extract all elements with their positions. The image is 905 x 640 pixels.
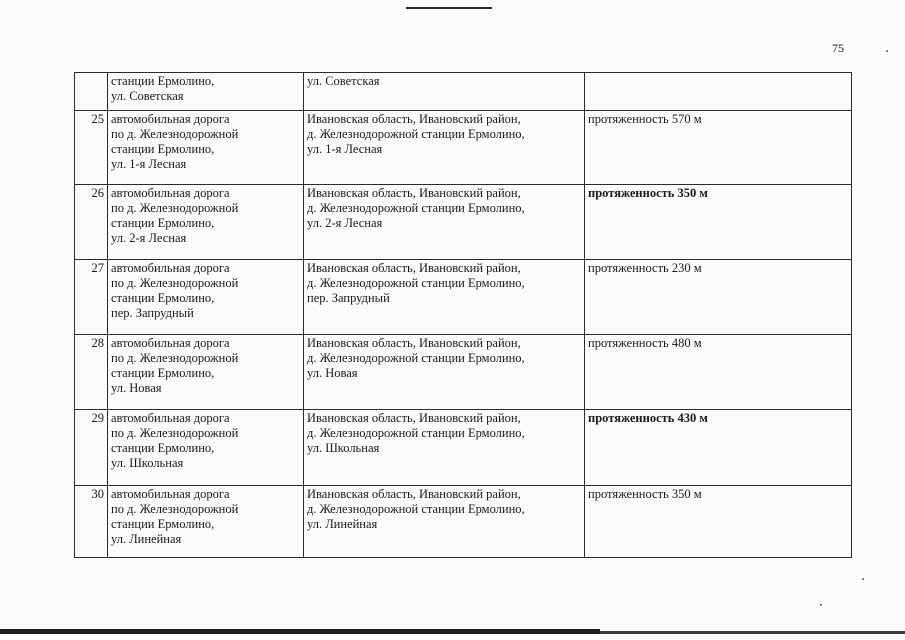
road-name-line: ул. Школьная — [111, 456, 184, 470]
table-row — [75, 486, 852, 558]
scan-edge-bar — [600, 631, 905, 634]
road-name-line: автомобильная дорога — [111, 336, 230, 350]
address-line: пер. Запрудный — [307, 291, 390, 305]
roads-table — [74, 72, 852, 558]
road-name-line: по д. Железнодорожной — [111, 502, 239, 516]
address-line: ул. Школьная — [307, 441, 380, 455]
page-number: 75 — [832, 41, 844, 55]
address-cell — [304, 486, 585, 558]
road-name-line: станции Ермолино, — [111, 216, 215, 230]
road-name-line: автомобильная дорога — [111, 186, 230, 200]
address-line: ул. Новая — [307, 366, 358, 380]
road-name-line: по д. Железнодорожной — [111, 426, 239, 440]
road-name-line: ул. Советская — [111, 89, 184, 103]
row-number: 27 — [75, 260, 108, 335]
road-name-line: ул. Новая — [111, 381, 162, 395]
address-cell — [304, 410, 585, 486]
road-name-line: пер. Запрудный — [111, 306, 194, 320]
address-line: ул. Линейная — [307, 517, 378, 531]
row-number — [75, 73, 108, 111]
road-name-line: по д. Железнодорожной — [111, 276, 239, 290]
road-name-cell — [108, 73, 304, 111]
characteristic-cell: протяженность 480 м — [585, 335, 852, 410]
address-line: Ивановская область, Ивановский район, — [307, 487, 521, 501]
address-line: ул. 1-я Лесная — [307, 142, 383, 156]
characteristic-cell — [585, 73, 852, 111]
road-name-line: станции Ермолино, — [111, 291, 215, 305]
characteristic-cell: протяженность 430 м — [585, 410, 852, 486]
road-name-line: по д. Железнодорожной — [111, 201, 239, 215]
characteristic-cell: протяженность 230 м — [585, 260, 852, 335]
address-cell — [304, 335, 585, 410]
table-row — [75, 260, 852, 335]
road-name-cell — [108, 260, 304, 335]
address-line: ул. Советская — [307, 74, 380, 88]
road-name-cell — [108, 410, 304, 486]
address-line: Ивановская область, Ивановский район, — [307, 261, 521, 275]
characteristic-cell: протяженность 350 м — [585, 486, 852, 558]
characteristic-cell: протяженность 350 м — [585, 185, 852, 260]
road-name-cell — [108, 185, 304, 260]
road-name-line: станции Ермолино, — [111, 142, 215, 156]
address-line: д. Железнодорожной станции Ермолино, — [307, 276, 525, 290]
characteristic-cell: протяженность 570 м — [585, 111, 852, 185]
row-number: 30 — [75, 486, 108, 558]
road-name-line: станции Ермолино, — [111, 441, 215, 455]
road-name-line: станции Ермолино, — [111, 74, 215, 88]
address-line: д. Железнодорожной станции Ермолино, — [307, 201, 525, 215]
address-line: д. Железнодорожной станции Ермолино, — [307, 502, 525, 516]
address-line: Ивановская область, Ивановский район, — [307, 112, 521, 126]
road-name-line: станции Ермолино, — [111, 366, 215, 380]
road-name-cell — [108, 111, 304, 185]
scan-speck — [862, 578, 864, 580]
address-cell — [304, 73, 585, 111]
row-number: 25 — [75, 111, 108, 185]
table-row — [75, 111, 852, 185]
address-line: д. Железнодорожной станции Ермолино, — [307, 127, 525, 141]
row-number: 28 — [75, 335, 108, 410]
address-line: Ивановская область, Ивановский район, — [307, 336, 521, 350]
scan-edge-bar — [0, 629, 600, 634]
row-number: 29 — [75, 410, 108, 486]
road-name-line: ул. 1-я Лесная — [111, 157, 187, 171]
road-name-line: автомобильная дорога — [111, 112, 230, 126]
road-name-line: станции Ермолино, — [111, 517, 215, 531]
address-cell — [304, 185, 585, 260]
scan-speck — [886, 50, 888, 52]
row-number: 26 — [75, 185, 108, 260]
road-name-line: автомобильная дорога — [111, 487, 230, 501]
table-row — [75, 73, 852, 111]
table-row — [75, 410, 852, 486]
scan-speck — [820, 604, 822, 606]
address-cell — [304, 111, 585, 185]
road-name-line: ул. 2-я Лесная — [111, 231, 187, 245]
road-name-cell — [108, 486, 304, 558]
road-name-cell — [108, 335, 304, 410]
road-name-line: по д. Железнодорожной — [111, 127, 239, 141]
table-row — [75, 335, 852, 410]
address-cell — [304, 260, 585, 335]
table-row — [75, 185, 852, 260]
road-name-line: автомобильная дорога — [111, 261, 230, 275]
header-rule — [406, 7, 492, 9]
road-name-line: автомобильная дорога — [111, 411, 230, 425]
road-name-line: по д. Железнодорожной — [111, 351, 239, 365]
address-line: ул. 2-я Лесная — [307, 216, 383, 230]
address-line: Ивановская область, Ивановский район, — [307, 186, 521, 200]
address-line: д. Железнодорожной станции Ермолино, — [307, 351, 525, 365]
address-line: Ивановская область, Ивановский район, — [307, 411, 521, 425]
road-name-line: ул. Линейная — [111, 532, 182, 546]
address-line: д. Железнодорожной станции Ермолино, — [307, 426, 525, 440]
